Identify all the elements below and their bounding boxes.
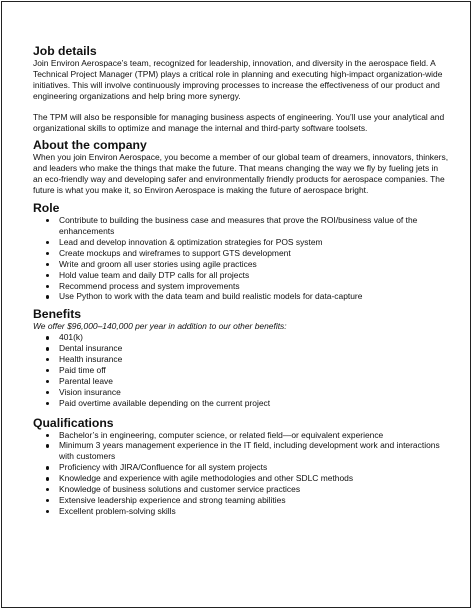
role-list xyxy=(33,215,449,302)
benefits-heading: Benefits xyxy=(33,307,82,322)
qualification-item: Bachelor’s in engineering, computer science, or related field—or equivalent experience xyxy=(33,430,449,441)
benefit-item: Health insurance xyxy=(33,354,449,365)
benefits-list xyxy=(33,332,449,408)
document-page xyxy=(1,1,471,608)
qualifications-heading: Qualifications xyxy=(33,415,114,430)
qualification-item: Excellent problem-solving skills xyxy=(33,506,449,517)
role-heading: Role xyxy=(33,201,60,216)
about-paragraph: When you join Environ Aerospace, you become a member of our global team of dreamers, innovators, thinkers, and leaders who make the things that make the future. That means changing the way we fly by fueling jets in an eco-friendly way and developing safer and environmentally friendly products for aerospace companies. The future is what you make it, so Environ Aerospace is making the future of aerospace bright. xyxy=(33,152,449,196)
qualifications-list xyxy=(33,430,449,517)
role-item: Recommend process and system improvements xyxy=(33,281,449,292)
document-content xyxy=(33,44,449,517)
qualification-item: Proficiency with JIRA/Confluence for all system projects xyxy=(33,462,449,473)
role-item: Write and groom all user stories using agile practices xyxy=(33,259,449,270)
role-item: Lead and develop innovation & optimization strategies for POS system xyxy=(33,237,449,248)
role-item: Hold value team and daily DTP calls for all projects xyxy=(33,270,449,281)
about-heading: About the company xyxy=(33,138,147,153)
role-item: Use Python to work with the data team and build realistic models for data-capture xyxy=(33,291,449,302)
job-details-paragraph-1: Join Environ Aerospace’s team, recognized for leadership, innovation, and diversity in the aerospace field. A Technical Project Manager (TPM) plays a critical role in planning and executing high-impact organization-wide initiatives. This will involve continuously improving processes to increase the effectiveness of our product and engineering organizations and help bring more synergy. xyxy=(33,58,443,101)
qualification-item: Extensive leadership experience and strong teaming abilities xyxy=(33,495,449,506)
job-details-paragraph-2: The TPM will also be responsible for managing business aspects of engineering. You’ll use your analytical and organizational skills to optimize and manage the internal and third-party software toolsets. xyxy=(33,111,445,133)
benefits-intro: We offer $96,000–140,000 per year in addition to our other benefits: xyxy=(33,321,287,332)
benefits-section xyxy=(33,307,449,408)
benefit-item: 401(k) xyxy=(33,332,449,343)
benefit-item: Dental insurance xyxy=(33,343,449,354)
qualification-item: Knowledge and experience with agile methodologies and other SDLC methods xyxy=(33,473,449,484)
benefit-item: Paid overtime available depending on the current project xyxy=(33,398,449,409)
about-section xyxy=(33,138,449,196)
qualifications-section xyxy=(33,416,449,517)
role-section xyxy=(33,201,449,302)
job-details-heading: Job details xyxy=(33,44,97,58)
benefit-item: Vision insurance xyxy=(33,387,449,398)
qualification-item: Knowledge of business solutions and customer service practices xyxy=(33,484,449,495)
role-item: Contribute to building the business case and measures that prove the ROI/business value of the enhancements xyxy=(33,215,449,237)
qualification-item: Minimum 3 years management experience in the IT field, including development work and interactions with customers xyxy=(33,440,449,462)
role-item: Create mockups and wireframes to support GTS development xyxy=(33,248,449,259)
benefit-item: Paid time off xyxy=(33,365,449,376)
benefit-item: Parental leave xyxy=(33,376,449,387)
